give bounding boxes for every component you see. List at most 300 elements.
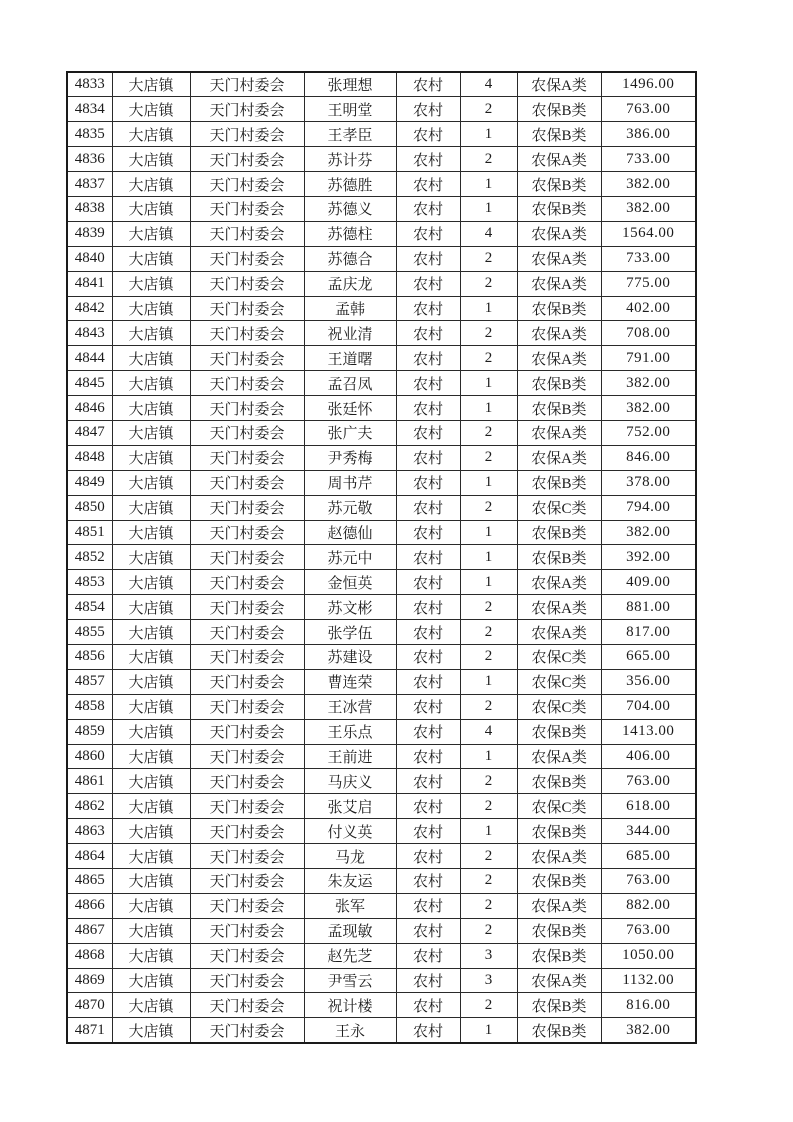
cell-town: 大店镇 [112, 644, 190, 669]
cell-serial: 4859 [67, 719, 112, 744]
cell-amount: 708.00 [601, 321, 696, 346]
cell-category: 农保A类 [517, 595, 601, 620]
cell-name: 赵先芝 [304, 943, 396, 968]
cell-type: 农村 [396, 371, 460, 396]
cell-category: 农保B类 [517, 918, 601, 943]
cell-category: 农保B类 [517, 545, 601, 570]
cell-serial: 4835 [67, 122, 112, 147]
cell-category: 农保A类 [517, 893, 601, 918]
table-row [67, 420, 696, 445]
table-row [67, 321, 696, 346]
cell-count: 1 [460, 122, 517, 147]
table-row [67, 869, 696, 894]
cell-town: 大店镇 [112, 520, 190, 545]
cell-name: 尹雪云 [304, 968, 396, 993]
cell-count: 1 [460, 172, 517, 197]
cell-village: 天门村委会 [190, 396, 304, 421]
cell-town: 大店镇 [112, 246, 190, 271]
cell-count: 2 [460, 844, 517, 869]
cell-name: 苏德合 [304, 246, 396, 271]
cell-serial: 4842 [67, 296, 112, 321]
cell-type: 农村 [396, 122, 460, 147]
cell-amount: 665.00 [601, 644, 696, 669]
cell-count: 1 [460, 196, 517, 221]
cell-amount: 846.00 [601, 445, 696, 470]
cell-village: 天门村委会 [190, 321, 304, 346]
cell-village: 天门村委会 [190, 495, 304, 520]
cell-name: 朱友运 [304, 869, 396, 894]
cell-type: 农村 [396, 570, 460, 595]
table-row [67, 968, 696, 993]
cell-serial: 4852 [67, 545, 112, 570]
cell-count: 4 [460, 221, 517, 246]
cell-amount: 1496.00 [601, 72, 696, 97]
cell-serial: 4869 [67, 968, 112, 993]
cell-town: 大店镇 [112, 445, 190, 470]
cell-town: 大店镇 [112, 420, 190, 445]
table-row [67, 893, 696, 918]
cell-type: 农村 [396, 694, 460, 719]
table-row [67, 794, 696, 819]
cell-village: 天门村委会 [190, 72, 304, 97]
cell-serial: 4838 [67, 196, 112, 221]
cell-count: 2 [460, 620, 517, 645]
cell-count: 2 [460, 271, 517, 296]
cell-category: 农保A类 [517, 844, 601, 869]
cell-village: 天门村委会 [190, 172, 304, 197]
cell-village: 天门村委会 [190, 943, 304, 968]
cell-serial: 4846 [67, 396, 112, 421]
cell-town: 大店镇 [112, 321, 190, 346]
cell-category: 农保B类 [517, 719, 601, 744]
cell-serial: 4864 [67, 844, 112, 869]
cell-amount: 752.00 [601, 420, 696, 445]
cell-serial: 4866 [67, 893, 112, 918]
cell-name: 尹秀梅 [304, 445, 396, 470]
cell-name: 苏建设 [304, 644, 396, 669]
cell-count: 1 [460, 371, 517, 396]
cell-count: 2 [460, 97, 517, 122]
cell-count: 2 [460, 869, 517, 894]
cell-village: 天门村委会 [190, 122, 304, 147]
cell-amount: 763.00 [601, 918, 696, 943]
cell-name: 孟庆龙 [304, 271, 396, 296]
cell-name: 苏德胜 [304, 172, 396, 197]
cell-count: 2 [460, 595, 517, 620]
cell-amount: 409.00 [601, 570, 696, 595]
cell-town: 大店镇 [112, 371, 190, 396]
cell-type: 农村 [396, 918, 460, 943]
table-row [67, 271, 696, 296]
cell-town: 大店镇 [112, 122, 190, 147]
cell-count: 2 [460, 495, 517, 520]
cell-village: 天门村委会 [190, 620, 304, 645]
cell-village: 天门村委会 [190, 893, 304, 918]
cell-count: 2 [460, 147, 517, 172]
cell-serial: 4855 [67, 620, 112, 645]
cell-type: 农村 [396, 271, 460, 296]
cell-amount: 685.00 [601, 844, 696, 869]
cell-village: 天门村委会 [190, 769, 304, 794]
table-row [67, 819, 696, 844]
cell-category: 农保B类 [517, 769, 601, 794]
cell-amount: 816.00 [601, 993, 696, 1018]
table-row [67, 122, 696, 147]
cell-count: 1 [460, 470, 517, 495]
cell-category: 农保B类 [517, 196, 601, 221]
cell-serial: 4863 [67, 819, 112, 844]
cell-amount: 794.00 [601, 495, 696, 520]
cell-category: 农保B类 [517, 396, 601, 421]
cell-town: 大店镇 [112, 769, 190, 794]
cell-amount: 392.00 [601, 545, 696, 570]
cell-type: 农村 [396, 620, 460, 645]
cell-count: 4 [460, 719, 517, 744]
cell-serial: 4834 [67, 97, 112, 122]
cell-name: 马龙 [304, 844, 396, 869]
cell-village: 天门村委会 [190, 719, 304, 744]
cell-town: 大店镇 [112, 869, 190, 894]
cell-type: 农村 [396, 346, 460, 371]
cell-category: 农保A类 [517, 968, 601, 993]
cell-town: 大店镇 [112, 470, 190, 495]
cell-name: 苏计芬 [304, 147, 396, 172]
cell-name: 祝计楼 [304, 993, 396, 1018]
cell-name: 金恒英 [304, 570, 396, 595]
cell-type: 农村 [396, 246, 460, 271]
cell-serial: 4845 [67, 371, 112, 396]
cell-name: 张廷怀 [304, 396, 396, 421]
cell-count: 2 [460, 769, 517, 794]
table-row [67, 595, 696, 620]
cell-town: 大店镇 [112, 893, 190, 918]
cell-count: 2 [460, 420, 517, 445]
cell-serial: 4839 [67, 221, 112, 246]
cell-amount: 881.00 [601, 595, 696, 620]
cell-amount: 791.00 [601, 346, 696, 371]
cell-name: 付义英 [304, 819, 396, 844]
cell-serial: 4840 [67, 246, 112, 271]
cell-name: 苏元敬 [304, 495, 396, 520]
cell-category: 农保C类 [517, 669, 601, 694]
cell-count: 1 [460, 819, 517, 844]
cell-amount: 356.00 [601, 669, 696, 694]
cell-serial: 4844 [67, 346, 112, 371]
table-row [67, 246, 696, 271]
table-row [67, 495, 696, 520]
table-row [67, 669, 696, 694]
cell-count: 2 [460, 321, 517, 346]
cell-town: 大店镇 [112, 196, 190, 221]
cell-count: 2 [460, 694, 517, 719]
cell-name: 孟韩 [304, 296, 396, 321]
cell-category: 农保B类 [517, 371, 601, 396]
cell-serial: 4871 [67, 1018, 112, 1043]
cell-count: 1 [460, 520, 517, 545]
cell-town: 大店镇 [112, 72, 190, 97]
cell-name: 苏德义 [304, 196, 396, 221]
cell-village: 天门村委会 [190, 346, 304, 371]
cell-amount: 406.00 [601, 744, 696, 769]
cell-village: 天门村委会 [190, 869, 304, 894]
table-row [67, 545, 696, 570]
cell-village: 天门村委会 [190, 420, 304, 445]
cell-name: 王永 [304, 1018, 396, 1043]
cell-count: 1 [460, 744, 517, 769]
cell-village: 天门村委会 [190, 794, 304, 819]
cell-type: 农村 [396, 644, 460, 669]
table-row [67, 620, 696, 645]
table-row [67, 172, 696, 197]
cell-count: 2 [460, 993, 517, 1018]
cell-village: 天门村委会 [190, 147, 304, 172]
cell-type: 农村 [396, 321, 460, 346]
cell-village: 天门村委会 [190, 595, 304, 620]
cell-serial: 4849 [67, 470, 112, 495]
cell-town: 大店镇 [112, 794, 190, 819]
cell-amount: 386.00 [601, 122, 696, 147]
cell-category: 农保C类 [517, 794, 601, 819]
cell-town: 大店镇 [112, 918, 190, 943]
cell-serial: 4857 [67, 669, 112, 694]
cell-name: 马庆义 [304, 769, 396, 794]
cell-village: 天门村委会 [190, 97, 304, 122]
cell-town: 大店镇 [112, 694, 190, 719]
cell-category: 农保A类 [517, 147, 601, 172]
cell-category: 农保B类 [517, 520, 601, 545]
cell-count: 1 [460, 396, 517, 421]
table-row [67, 97, 696, 122]
cell-category: 农保B类 [517, 943, 601, 968]
cell-name: 祝业清 [304, 321, 396, 346]
cell-village: 天门村委会 [190, 196, 304, 221]
cell-type: 农村 [396, 520, 460, 545]
cell-name: 曹连荣 [304, 669, 396, 694]
table-row [67, 147, 696, 172]
cell-category: 农保A类 [517, 420, 601, 445]
table-row [67, 918, 696, 943]
table-row [67, 644, 696, 669]
cell-village: 天门村委会 [190, 470, 304, 495]
table-row [67, 570, 696, 595]
cell-amount: 382.00 [601, 396, 696, 421]
cell-name: 苏德柱 [304, 221, 396, 246]
cell-category: 农保A类 [517, 221, 601, 246]
cell-name: 张艾启 [304, 794, 396, 819]
cell-category: 农保B类 [517, 819, 601, 844]
cell-name: 张学伍 [304, 620, 396, 645]
cell-amount: 1564.00 [601, 221, 696, 246]
cell-village: 天门村委会 [190, 296, 304, 321]
cell-type: 农村 [396, 993, 460, 1018]
cell-amount: 1413.00 [601, 719, 696, 744]
cell-village: 天门村委会 [190, 669, 304, 694]
cell-category: 农保C类 [517, 694, 601, 719]
cell-type: 农村 [396, 893, 460, 918]
cell-category: 农保A类 [517, 321, 601, 346]
cell-type: 农村 [396, 968, 460, 993]
table-row [67, 993, 696, 1018]
cell-village: 天门村委会 [190, 246, 304, 271]
cell-category: 农保B类 [517, 993, 601, 1018]
cell-amount: 378.00 [601, 470, 696, 495]
cell-type: 农村 [396, 869, 460, 894]
cell-town: 大店镇 [112, 172, 190, 197]
cell-name: 孟现敏 [304, 918, 396, 943]
cell-village: 天门村委会 [190, 644, 304, 669]
cell-serial: 4861 [67, 769, 112, 794]
cell-category: 农保A类 [517, 620, 601, 645]
cell-village: 天门村委会 [190, 371, 304, 396]
cell-town: 大店镇 [112, 221, 190, 246]
table-row [67, 744, 696, 769]
cell-village: 天门村委会 [190, 570, 304, 595]
cell-serial: 4854 [67, 595, 112, 620]
cell-type: 农村 [396, 97, 460, 122]
cell-type: 农村 [396, 1018, 460, 1043]
cell-serial: 4836 [67, 147, 112, 172]
cell-amount: 382.00 [601, 371, 696, 396]
cell-town: 大店镇 [112, 968, 190, 993]
cell-count: 3 [460, 968, 517, 993]
cell-name: 王冰营 [304, 694, 396, 719]
cell-type: 农村 [396, 719, 460, 744]
cell-count: 1 [460, 1018, 517, 1043]
cell-town: 大店镇 [112, 296, 190, 321]
table-row [67, 346, 696, 371]
cell-village: 天门村委会 [190, 271, 304, 296]
cell-village: 天门村委会 [190, 844, 304, 869]
cell-type: 农村 [396, 420, 460, 445]
cell-category: 农保C类 [517, 644, 601, 669]
cell-amount: 1132.00 [601, 968, 696, 993]
cell-amount: 733.00 [601, 147, 696, 172]
cell-count: 2 [460, 918, 517, 943]
cell-serial: 4853 [67, 570, 112, 595]
cell-amount: 704.00 [601, 694, 696, 719]
cell-type: 农村 [396, 147, 460, 172]
cell-name: 孟召凤 [304, 371, 396, 396]
cell-village: 天门村委会 [190, 993, 304, 1018]
cell-count: 2 [460, 246, 517, 271]
cell-serial: 4867 [67, 918, 112, 943]
cell-category: 农保A类 [517, 570, 601, 595]
cell-count: 1 [460, 669, 517, 694]
cell-serial: 4856 [67, 644, 112, 669]
cell-village: 天门村委会 [190, 545, 304, 570]
table-row [67, 844, 696, 869]
cell-category: 农保A类 [517, 445, 601, 470]
cell-serial: 4870 [67, 993, 112, 1018]
cell-amount: 1050.00 [601, 943, 696, 968]
cell-amount: 382.00 [601, 196, 696, 221]
cell-count: 1 [460, 570, 517, 595]
cell-serial: 4848 [67, 445, 112, 470]
cell-name: 苏元中 [304, 545, 396, 570]
cell-serial: 4860 [67, 744, 112, 769]
cell-type: 农村 [396, 669, 460, 694]
cell-town: 大店镇 [112, 744, 190, 769]
cell-count: 1 [460, 296, 517, 321]
cell-type: 农村 [396, 595, 460, 620]
cell-amount: 763.00 [601, 769, 696, 794]
cell-type: 农村 [396, 396, 460, 421]
cell-town: 大店镇 [112, 669, 190, 694]
cell-category: 农保B类 [517, 869, 601, 894]
cell-serial: 4862 [67, 794, 112, 819]
cell-category: 农保A类 [517, 744, 601, 769]
cell-type: 农村 [396, 72, 460, 97]
cell-town: 大店镇 [112, 844, 190, 869]
cell-village: 天门村委会 [190, 918, 304, 943]
cell-serial: 4843 [67, 321, 112, 346]
cell-name: 王明堂 [304, 97, 396, 122]
cell-town: 大店镇 [112, 570, 190, 595]
cell-town: 大店镇 [112, 346, 190, 371]
pension-roster-table [66, 71, 697, 1044]
cell-town: 大店镇 [112, 396, 190, 421]
cell-category: 农保B类 [517, 470, 601, 495]
cell-name: 王前进 [304, 744, 396, 769]
cell-name: 王孝臣 [304, 122, 396, 147]
cell-type: 农村 [396, 196, 460, 221]
cell-amount: 775.00 [601, 271, 696, 296]
cell-amount: 382.00 [601, 1018, 696, 1043]
cell-category: 农保C类 [517, 495, 601, 520]
cell-amount: 402.00 [601, 296, 696, 321]
cell-count: 3 [460, 943, 517, 968]
cell-serial: 4833 [67, 72, 112, 97]
cell-amount: 344.00 [601, 819, 696, 844]
cell-name: 王乐点 [304, 719, 396, 744]
cell-town: 大店镇 [112, 495, 190, 520]
cell-serial: 4837 [67, 172, 112, 197]
cell-serial: 4850 [67, 495, 112, 520]
cell-town: 大店镇 [112, 719, 190, 744]
cell-type: 农村 [396, 172, 460, 197]
table-row [67, 1018, 696, 1043]
cell-name: 苏文彬 [304, 595, 396, 620]
cell-amount: 817.00 [601, 620, 696, 645]
cell-amount: 763.00 [601, 97, 696, 122]
cell-village: 天门村委会 [190, 819, 304, 844]
cell-category: 农保B类 [517, 97, 601, 122]
cell-category: 农保A类 [517, 271, 601, 296]
cell-amount: 763.00 [601, 869, 696, 894]
cell-category: 农保B类 [517, 172, 601, 197]
cell-count: 2 [460, 445, 517, 470]
pension-roster-table-body [67, 72, 696, 1043]
cell-count: 2 [460, 794, 517, 819]
cell-serial: 4847 [67, 420, 112, 445]
table-row [67, 396, 696, 421]
cell-name: 张理想 [304, 72, 396, 97]
cell-count: 2 [460, 644, 517, 669]
cell-serial: 4868 [67, 943, 112, 968]
cell-town: 大店镇 [112, 620, 190, 645]
cell-type: 农村 [396, 495, 460, 520]
cell-village: 天门村委会 [190, 221, 304, 246]
cell-name: 王道曙 [304, 346, 396, 371]
cell-type: 农村 [396, 844, 460, 869]
cell-type: 农村 [396, 819, 460, 844]
cell-village: 天门村委会 [190, 744, 304, 769]
cell-name: 张广夫 [304, 420, 396, 445]
cell-type: 农村 [396, 744, 460, 769]
cell-village: 天门村委会 [190, 520, 304, 545]
cell-name: 赵德仙 [304, 520, 396, 545]
table-row [67, 296, 696, 321]
